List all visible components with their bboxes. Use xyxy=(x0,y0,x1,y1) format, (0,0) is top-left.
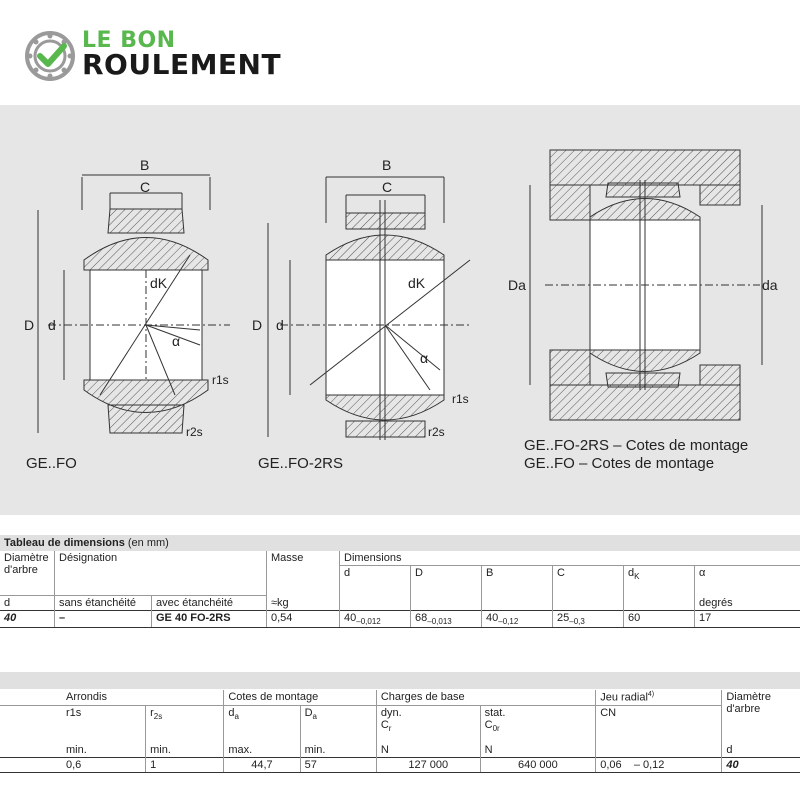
u-r2s: min. xyxy=(146,743,224,758)
h-mounting: Cotes de montage xyxy=(224,690,377,705)
h-Cr: dyn. $C_r$ xyxy=(376,705,480,743)
v-alpha: 17 xyxy=(695,611,800,628)
fig1-label-r2s: r2s xyxy=(186,425,203,439)
h-C: C xyxy=(553,566,624,596)
h-dimensions: Dimensions xyxy=(340,551,800,566)
fig1-label-d: d xyxy=(48,317,56,333)
table1-title: Tableau de dimensions xyxy=(4,537,125,549)
v-play: 0,06 – 0,12 xyxy=(596,758,722,773)
h-C0r: stat. $C_{0r}$ xyxy=(480,705,596,743)
fig3-label-da: da xyxy=(762,277,778,293)
h-CN: CN xyxy=(596,705,722,743)
u-alpha: degrés xyxy=(695,596,800,611)
fig1-caption: GE..FO xyxy=(26,455,77,472)
v-shaft: 40 xyxy=(0,611,55,628)
u-C0r: N xyxy=(480,743,596,758)
fig1-label-C: C xyxy=(140,179,151,195)
v-r2s: 1 xyxy=(146,758,224,773)
fig2-label-D: D xyxy=(252,317,263,333)
dimensions-table xyxy=(0,535,800,628)
h-D: D xyxy=(411,566,482,596)
h-mass: Masse xyxy=(267,551,340,596)
u-Da: min. xyxy=(300,743,376,758)
v-shaft2: 40 xyxy=(722,758,800,773)
fig2-bearing xyxy=(268,177,470,440)
fig1-bearing xyxy=(38,175,230,433)
u-shaft: d xyxy=(0,596,55,611)
h-d: d xyxy=(340,566,411,596)
fig1-label-B: B xyxy=(140,157,150,173)
v-C0r: 640 000 xyxy=(480,758,596,773)
h-r2s: $r_{2s}$ xyxy=(146,705,224,743)
v-da: 44,7 xyxy=(224,758,300,773)
fig2-label-B: B xyxy=(382,157,392,173)
fig2-label-r1s: r1s xyxy=(452,392,469,406)
h-B: B xyxy=(482,566,553,596)
fig1-label-dK: dK xyxy=(150,275,168,291)
v-Da: 57 xyxy=(300,758,376,773)
fig2-label-d: d xyxy=(276,317,284,333)
logo xyxy=(24,26,324,86)
h-dK: $d_K$ xyxy=(624,566,695,596)
logo-line1: LE BON xyxy=(82,28,176,53)
fig3-caption1: GE..FO-2RS – Cotes de montage xyxy=(524,437,749,454)
u-mass: ≈kg xyxy=(267,596,340,611)
fig2-label-dK: dK xyxy=(408,275,426,291)
mounting-table xyxy=(0,690,800,773)
fig1-label-D: D xyxy=(24,317,35,333)
h-da: $d_a$ xyxy=(224,705,300,743)
table1-title-cell xyxy=(0,535,800,551)
h-shaft2: Diamètre d'arbre xyxy=(722,690,800,743)
h-r1s: r1s xyxy=(0,705,146,743)
u-Cr: N xyxy=(376,743,480,758)
v-C: $25_{-0,3}$ xyxy=(553,611,624,628)
fig2-label-r2s: r2s xyxy=(428,425,445,439)
v-with-seal: GE 40 FO-2RS xyxy=(152,611,267,628)
v-d: $40_{-0,012}$ xyxy=(340,611,411,628)
v-D: $68_{-0,013}$ xyxy=(411,611,482,628)
v-dK: 60 xyxy=(624,611,695,628)
v-B: $40_{-0,12}$ xyxy=(482,611,553,628)
fig3-label-Da: Da xyxy=(508,277,526,293)
fig2-label-C: C xyxy=(382,179,393,195)
fig3-mounting xyxy=(530,150,762,420)
fig3-caption2: GE..FO – Cotes de montage xyxy=(524,455,715,472)
fig2-caption: GE..FO-2RS xyxy=(258,455,344,472)
technical-drawing xyxy=(0,105,800,515)
logo-line2: ROULEMENT xyxy=(82,48,282,81)
v-no-seal: – xyxy=(55,611,152,628)
u-r1s: min. xyxy=(66,744,87,757)
table2-header-bar xyxy=(0,672,800,689)
h-play: Jeu radial$^{4)}$ xyxy=(596,690,722,705)
h-rounding: Arrondis xyxy=(66,691,107,703)
v-Cr: 127 000 xyxy=(376,758,480,773)
h-with-seal: avec étanchéité xyxy=(152,596,267,611)
u-da: max. xyxy=(224,743,300,758)
fig1-label-r1s: r1s xyxy=(212,373,229,387)
h-Da: $D_a$ xyxy=(300,705,376,743)
u-shaft2: d xyxy=(722,743,800,758)
fig2-label-alpha: α xyxy=(420,350,429,366)
table1-title-unit: (en mm) xyxy=(127,537,169,549)
fig1-label-alpha: α xyxy=(172,333,181,349)
h-alpha: α xyxy=(695,566,800,596)
v-mass: 0,54 xyxy=(267,611,340,628)
h-shaft: Diamètre d'arbre xyxy=(4,552,49,576)
h-no-seal: sans étanchéité xyxy=(55,596,152,611)
v-r1s: 0,6 xyxy=(0,758,146,773)
table-row xyxy=(0,611,800,628)
bearing-check-icon xyxy=(24,30,76,82)
h-loads: Charges de base xyxy=(376,690,595,705)
table-row xyxy=(0,758,800,773)
h-designation: Désignation xyxy=(55,551,267,596)
